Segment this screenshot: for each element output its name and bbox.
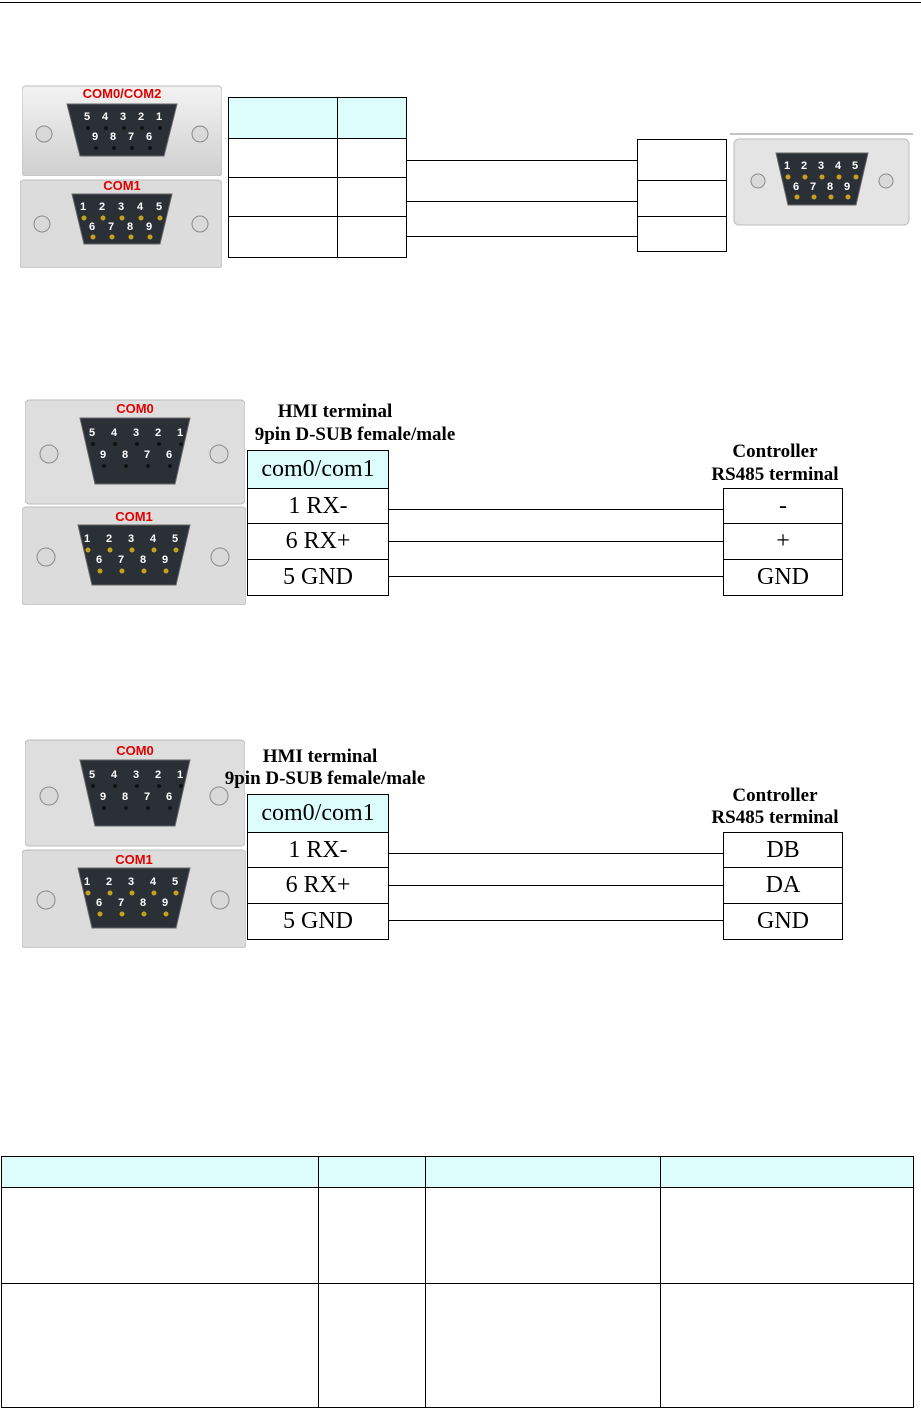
connector-label: COM1 xyxy=(115,852,153,867)
table-cell xyxy=(2,1188,319,1284)
hmi-pin-cell: 5 GND xyxy=(247,903,389,940)
hmi-pin-cell xyxy=(228,177,338,217)
table-cell xyxy=(319,1188,426,1284)
pin-number-label: 9 xyxy=(844,181,851,193)
pin-number-label: 6 xyxy=(96,897,103,909)
pin-number-label: 7 xyxy=(810,181,817,193)
pin-number-label: 8 xyxy=(122,449,129,461)
controller-pin-cell: GND xyxy=(723,559,843,596)
hmi-pin-cell: 1 RX- xyxy=(247,488,389,524)
pin-number-label: 1 xyxy=(84,533,91,545)
table-cell xyxy=(661,1284,914,1408)
pin-number-label: 1 xyxy=(80,201,87,213)
controller-terminal-subtitle: RS485 terminal xyxy=(711,464,839,485)
pin-number-label: 4 xyxy=(111,769,118,781)
table-header-cell xyxy=(426,1157,661,1188)
controller-pin-cell: - xyxy=(723,488,843,524)
pin-number-label: 3 xyxy=(133,427,140,439)
connector-label: COM0/COM2 xyxy=(82,86,162,101)
pin-number-label: 2 xyxy=(99,201,106,213)
connector-label: COM0 xyxy=(116,743,154,758)
hmi-terminal-title: HMI terminal xyxy=(277,401,393,422)
controller-pin-cell: + xyxy=(723,523,843,560)
table-cell xyxy=(319,1284,426,1408)
pin-number-label: 8 xyxy=(110,131,117,143)
hmi-pin-cell: 6 RX+ xyxy=(247,523,389,560)
pin-number-label: 3 xyxy=(133,769,140,781)
table-row xyxy=(2,1284,914,1408)
controller-pin-cell: DA xyxy=(723,867,843,904)
pin-number-label: 7 xyxy=(118,897,125,909)
wire-line xyxy=(389,885,723,886)
wire-line xyxy=(389,541,723,542)
hmi-terminal-subtitle: 9pin D-SUB female/male xyxy=(254,424,456,445)
controller-terminal-subtitle: RS485 terminal xyxy=(711,807,839,828)
pin-number-label: 6 xyxy=(89,221,96,233)
hmi-pin-header-cell: com0/com1 xyxy=(247,794,389,833)
table-cell xyxy=(2,1284,319,1408)
table-cell xyxy=(426,1284,661,1408)
pin-number-label: 9 xyxy=(162,897,169,909)
pin-number-label: 2 xyxy=(106,533,113,545)
connector-label: COM1 xyxy=(115,509,153,524)
pin-number-label: 2 xyxy=(155,427,162,439)
hmi-pin-cell: 6 RX+ xyxy=(247,867,389,904)
header-rule xyxy=(0,2,921,3)
controller-connector-image xyxy=(730,133,913,228)
table-header-row xyxy=(2,1157,914,1188)
pin-number-label: 3 xyxy=(118,201,125,213)
connector-label: COM0 xyxy=(116,401,154,416)
pin-number-label: 5 xyxy=(852,160,859,172)
pin-number-label: 1 xyxy=(84,876,91,888)
pin-number-label: 1 xyxy=(156,111,163,123)
pin-number-label: 2 xyxy=(106,876,113,888)
pin-number-label: 8 xyxy=(122,791,129,803)
pin-number-label: 9 xyxy=(146,221,153,233)
hmi-terminal-subtitle: 9pin D-SUB female/male xyxy=(224,768,426,789)
pin-number-label: 7 xyxy=(144,449,151,461)
hmi-pin-header-cell xyxy=(228,97,338,139)
wire-line xyxy=(389,853,723,854)
pin-number-label: 5 xyxy=(172,876,179,888)
controller-pin-cell xyxy=(637,139,727,181)
pin-number-label: 4 xyxy=(102,111,109,123)
pin-number-label: 3 xyxy=(128,533,135,545)
pin-number-label: 7 xyxy=(118,554,125,566)
pin-number-label: 1 xyxy=(784,160,791,172)
controller-pin-cell: DB xyxy=(723,832,843,868)
table-header-cell xyxy=(319,1157,426,1188)
pin-number-label: 6 xyxy=(146,131,153,143)
pin-number-label: 3 xyxy=(120,111,127,123)
wire-line xyxy=(407,201,637,202)
pin-number-label: 1 xyxy=(177,427,184,439)
pin-number-label: 2 xyxy=(801,160,808,172)
hmi-pin-cell xyxy=(337,138,407,178)
com0-connector-image xyxy=(25,396,245,506)
hmi-pin-header-cell: com0/com1 xyxy=(247,450,389,489)
hmi-pin-cell xyxy=(337,216,407,258)
wire-line xyxy=(389,509,723,510)
hmi-pin-cell xyxy=(228,138,338,178)
pin-number-label: 6 xyxy=(96,554,103,566)
com1-connector-image xyxy=(20,174,222,268)
pin-number-label: 5 xyxy=(156,201,163,213)
pin-number-label: 4 xyxy=(150,876,157,888)
pin-number-label: 9 xyxy=(100,791,107,803)
pin-number-label: 3 xyxy=(128,876,135,888)
hmi-pin-cell xyxy=(337,177,407,217)
pin-number-label: 8 xyxy=(140,554,147,566)
wire-line xyxy=(407,160,637,161)
pin-number-label: 5 xyxy=(172,533,179,545)
hmi-pin-cell xyxy=(228,216,338,258)
wire-line xyxy=(389,920,723,921)
pin-number-label: 1 xyxy=(177,769,184,781)
controller-terminal-title: Controller xyxy=(732,441,818,462)
pin-number-label: 6 xyxy=(793,181,800,193)
table-row xyxy=(2,1188,914,1284)
pin-number-label: 5 xyxy=(84,111,91,123)
hmi-terminal-title: HMI terminal xyxy=(262,746,378,767)
wire-line xyxy=(407,236,637,237)
hmi-pin-header-cell xyxy=(337,97,407,139)
com0-connector-image xyxy=(25,738,245,848)
com1-connector-image xyxy=(22,505,246,605)
table-header-cell xyxy=(2,1157,319,1188)
pin-number-label: 8 xyxy=(827,181,834,193)
controller-pin-cell: GND xyxy=(723,903,843,940)
pin-number-label: 7 xyxy=(128,131,135,143)
com0-com2-connector-image xyxy=(22,78,222,176)
pin-number-label: 4 xyxy=(150,533,157,545)
parameter-table xyxy=(1,1156,914,1408)
pin-number-label: 9 xyxy=(162,554,169,566)
table-cell xyxy=(426,1188,661,1284)
pin-number-label: 2 xyxy=(155,769,162,781)
com1-connector-image xyxy=(22,848,246,948)
table-header-cell xyxy=(661,1157,914,1188)
pin-number-label: 6 xyxy=(166,449,173,461)
controller-pin-cell xyxy=(637,180,727,217)
pin-number-label: 7 xyxy=(144,791,151,803)
pin-number-label: 5 xyxy=(89,769,96,781)
hmi-pin-cell: 5 GND xyxy=(247,559,389,596)
table-cell xyxy=(661,1188,914,1284)
pin-number-label: 4 xyxy=(137,201,144,213)
wire-line xyxy=(389,576,723,577)
pin-number-label: 4 xyxy=(835,160,842,172)
controller-terminal-title: Controller xyxy=(732,785,818,806)
pin-number-label: 7 xyxy=(108,221,115,233)
pin-number-label: 4 xyxy=(111,427,118,439)
pin-number-label: 3 xyxy=(818,160,825,172)
pin-number-label: 9 xyxy=(100,449,107,461)
pin-number-label: 9 xyxy=(92,131,99,143)
pin-number-label: 8 xyxy=(140,897,147,909)
hmi-pin-cell: 1 RX- xyxy=(247,832,389,868)
pin-number-label: 2 xyxy=(138,111,145,123)
pin-number-label: 8 xyxy=(127,221,134,233)
pin-number-label: 5 xyxy=(89,427,96,439)
pin-number-label: 6 xyxy=(166,791,173,803)
connector-label: COM1 xyxy=(103,178,141,193)
controller-pin-cell xyxy=(637,216,727,252)
